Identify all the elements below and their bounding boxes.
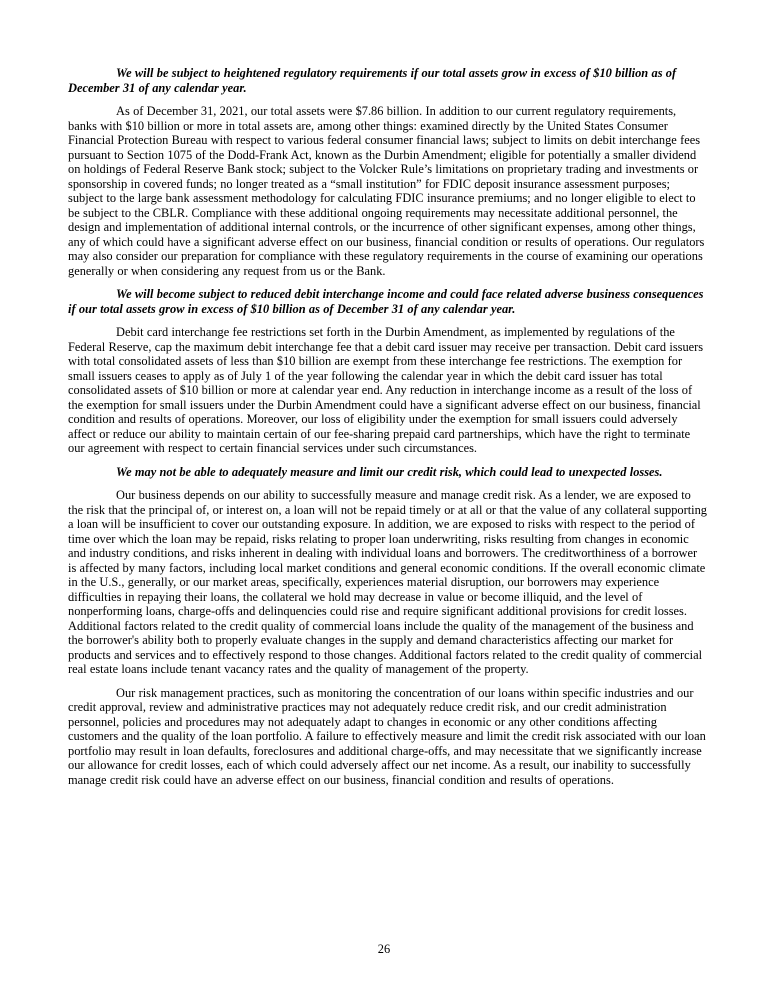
risk-paragraph-credit-risk: Our business depends on our ability to successfully measure and manage credit risk. As a lender, we are exposed to the risk that the principal of, or interest on, a loan will not be repaid timely or at all or that the value of any collateral supporting a loan will be insufficient to cover our outstanding exposure. In addition, we are exposed to risks with respect to the period of time over which the loan may be repaid, risks relating to proper loan underwriting, risks resulting from changes in economic and industry conditions, and risks inherent in dealing with individual loans and borrowers. The creditworthiness of a borrower is affected by many factors, including local market conditions and general economic conditions. If the overall economic climate in the U.S., generally, or our market areas, specifically, experiences material disruption, our borrowers may experience difficulties in repaying their loans, the collateral we hold may decrease in value or become illiquid, and the level of nonperforming loans, charge-offs and delinquencies could rise and require significant additional provisions for credit losses. Additional factors related to the credit quality of commercial loans include the quality of the management of the business and the borrower's ability both to properly evaluate changes in the supply and demand characteristics affecting our market for products and services and to effectively respond to those changes. Additional factors related to the credit quality of commercial real estate loans include tenant vacancy rates and the quality of management of the property.: [68, 488, 707, 676]
risk-heading-credit-risk: We may not be able to adequately measure and limit our credit risk, which could lead to unexpected losses.: [116, 464, 663, 479]
risk-paragraph-regulatory-requirements: As of December 31, 2021, our total assets were $7.86 billion. In addition to our current regulatory requirements, banks with $10 billion or more in total assets are, among other things: examined directly by the United States Consumer Financial Protection Bureau with respect to various federal consumer financial laws; subject to limits on debit interchange fees pursuant to Section 1075 of the Dodd-Frank Act, known as the Durbin Amendment; eligible for potentially a smaller dividend on holdings of Federal Reserve Bank stock; subject to the Volcker Rule’s limitations on proprietary trading and investments or sponsorship in covered funds; no longer treated as a “small institution” for FDIC deposit insurance assessment purposes; subject to the large bank assessment methodology for calculating FDIC insurance premiums; and no longer eligible to elect to be subject to the CBLR. Compliance with these additional ongoing requirements may necessitate additional personnel, the design and implementation of additional internal controls, or the incurrence of other significant expenses, among other things, any of which could have a significant adverse effect on our business, financial condition or results of operations. Our regulators may also consider our preparation for compliance with these regulatory requirements in the course of examining our operations generally or when considering any request from us or the Bank.: [68, 104, 705, 278]
risk-heading-regulatory-requirements: We will be subject to heightened regulatory requirements if our total assets grow in excess of $10 billion as of December 31 of any calendar year.: [68, 66, 677, 95]
risk-paragraph-risk-management: Our risk management practices, such as monitoring the concentration of our loans within specific industries and our credit approval, review and administrative practices may not adequately reduce credit risk, and our credit administration personnel, policies and procedures may not adequately adapt to changes in economic or any other conditions affecting customers and the quality of the loan portfolio. A failure to effectively measure and limit the credit risk associated with our loan portfolio may result in loan defaults, foreclosures and additional charge-offs, and may necessitate that we significantly increase our allowance for credit losses, each of which could adversely affect our net income. As a result, our inability to successfully manage credit risk could have an adverse effect on our business, financial condition and results of operations.: [68, 685, 706, 787]
page-number: 26: [377, 942, 391, 956]
risk-heading-debit-interchange: We will become subject to reduced debit interchange income and could face related adverse business consequences if our total assets grow in excess of $10 billion as of December 31 of any calendar year.: [68, 287, 704, 316]
risk-paragraph-debit-interchange: Debit card interchange fee restrictions set forth in the Durbin Amendment, as implemented by regulations of the Federal Reserve, cap the maximum debit interchange fee that a debit card issuer may receive per transaction. Debit card issuers with total consolidated assets of less than $10 billion are exempt from these interchange fee restrictions. The exemption for small issuers ceases to apply as of July 1 of the year following the calendar year in which the debit card issuer has total consolidated assets of $10 billion or more at calendar year end. Any reduction in interchange income as a result of the loss of the exemption for small issuers under the Durbin Amendment could have a significant adverse effect on our business, financial condition and results of operations. Moreover, our loss of eligibility under the exemption for small issuers could adversely affect or reduce our ability to maintain certain of our fee-sharing prepaid card partnerships, which have the right to terminate our agreement with respect to certain financial services under such circumstances.: [68, 325, 704, 455]
